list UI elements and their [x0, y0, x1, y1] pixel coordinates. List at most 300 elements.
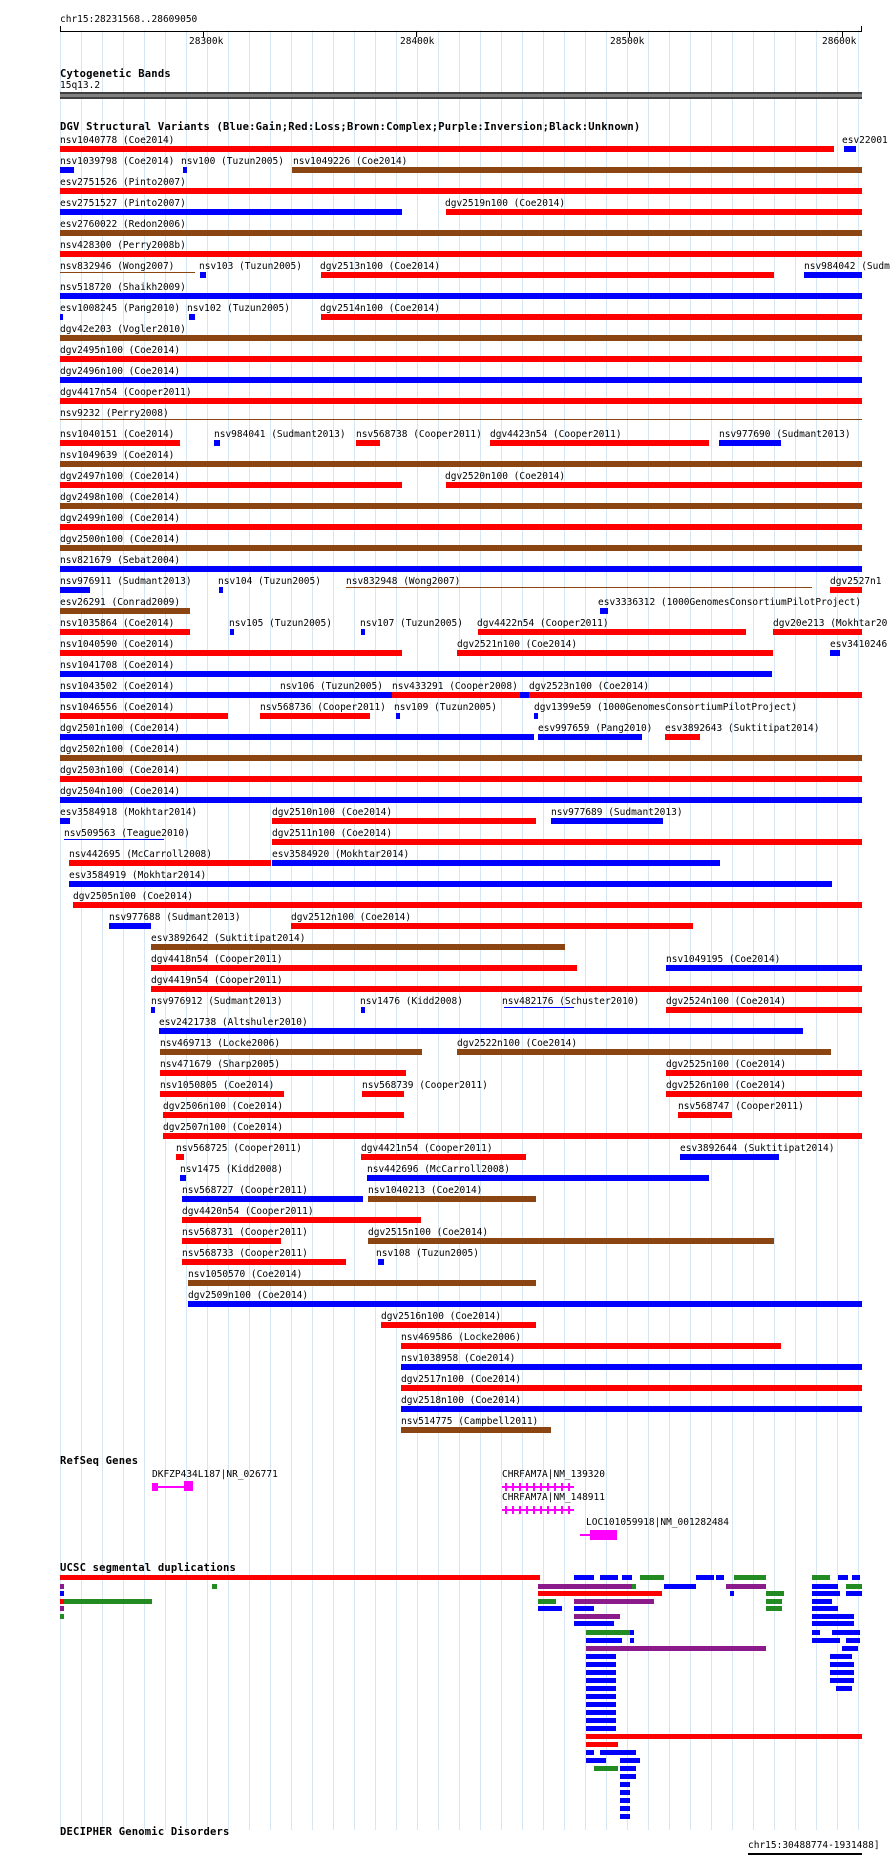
dgv-variant-label[interactable]: nsv1041708 (Coe2014) — [60, 660, 175, 671]
dgv-variant-label[interactable]: dgv2524n100 (Coe2014) — [666, 996, 787, 1007]
dgv-variant-bar[interactable] — [666, 1070, 862, 1076]
dgv-variant-bar[interactable] — [719, 440, 781, 446]
gene-exon[interactable] — [547, 1483, 549, 1491]
segdup-block[interactable] — [812, 1606, 838, 1611]
segdup-block[interactable] — [60, 1591, 64, 1596]
dgv-variant-label[interactable]: nsv469713 (Locke2006) — [160, 1038, 281, 1049]
dgv-variant-label[interactable]: nsv1050805 (Coe2014) — [160, 1080, 275, 1091]
dgv-variant-bar[interactable] — [60, 230, 862, 236]
dgv-variant-bar[interactable] — [362, 1091, 404, 1097]
dgv-variant-label[interactable]: nsv102 (Tuzun2005) — [187, 303, 290, 314]
dgv-variant-label[interactable]: nsv977690 (Sudmant2013) — [719, 429, 851, 440]
dgv-variant-label[interactable]: nsv509563 (Teague2010) — [64, 828, 190, 839]
track-title-segdup[interactable]: UCSC segmental duplications — [60, 1562, 237, 1574]
dgv-variant-label[interactable]: nsv442695 (McCarroll2008) — [69, 849, 212, 860]
dgv-variant-label[interactable]: nsv1476 (Kidd2008) — [360, 996, 463, 1007]
dgv-variant-bar[interactable] — [680, 1154, 779, 1160]
segdup-block[interactable] — [622, 1575, 632, 1580]
dgv-variant-label[interactable]: nsv568727 (Cooper2011) — [182, 1185, 308, 1196]
dgv-variant-label[interactable]: dgv2512n100 (Coe2014) — [291, 912, 412, 923]
dgv-variant-bar[interactable] — [159, 1028, 803, 1034]
segdup-block[interactable] — [586, 1702, 616, 1707]
segdup-block[interactable] — [812, 1599, 832, 1604]
dgv-variant-bar[interactable] — [60, 356, 862, 362]
dgv-variant-label[interactable]: dgv4420n54 (Cooper2011) — [182, 1206, 314, 1217]
segdup-block[interactable] — [212, 1584, 217, 1589]
dgv-variant-bar[interactable] — [160, 1070, 406, 1076]
dgv-variant-label[interactable]: nsv568738 (Cooper2011) — [356, 429, 482, 440]
gene-exon[interactable] — [519, 1506, 521, 1514]
dgv-variant-label[interactable]: dgv2504n100 (Coe2014) — [60, 786, 181, 797]
dgv-variant-label[interactable]: esv3410246 — [830, 639, 888, 650]
segdup-block[interactable] — [64, 1599, 152, 1604]
dgv-variant-label[interactable]: nsv977689 (Sudmant2013) — [551, 807, 683, 818]
dgv-variant-label[interactable]: nsv984042 (Sudm — [804, 261, 890, 272]
dgv-variant-bar[interactable] — [60, 755, 862, 761]
dgv-variant-bar[interactable] — [163, 1133, 862, 1139]
segdup-block[interactable] — [538, 1599, 556, 1604]
dgv-variant-label[interactable]: esv26291 (Conrad2009) — [60, 597, 181, 608]
dgv-variant-bar[interactable] — [666, 965, 862, 971]
dgv-variant-bar[interactable] — [214, 440, 220, 446]
gene-label[interactable]: CHRFAM7A|NM_148911 — [502, 1492, 605, 1503]
dgv-variant-label[interactable]: dgv2513n100 (Coe2014) — [320, 261, 441, 272]
dgv-variant-bar[interactable] — [272, 860, 720, 866]
track-title-dgv[interactable]: DGV Structural Variants (Blue:Gain;Red:Loss;Brown:Complex;Purple:Inversion;Black:Unknown) — [60, 121, 641, 133]
gene-exon[interactable] — [526, 1506, 528, 1514]
dgv-variant-label[interactable]: dgv2499n100 (Coe2014) — [60, 513, 181, 524]
dgv-variant-bar[interactable] — [60, 818, 70, 824]
dgv-variant-bar[interactable] — [321, 314, 862, 320]
dgv-variant-bar[interactable] — [844, 146, 856, 152]
dgv-variant-label[interactable]: dgv2506n100 (Coe2014) — [163, 1101, 284, 1112]
dgv-variant-label[interactable]: nsv514775 (Campbell2011) — [401, 1416, 539, 1427]
dgv-variant-bar[interactable] — [321, 272, 774, 278]
dgv-variant-label[interactable]: nsv442696 (McCarroll2008) — [367, 1164, 510, 1175]
segdup-block[interactable] — [696, 1575, 714, 1580]
dgv-variant-bar[interactable] — [60, 377, 862, 383]
dgv-variant-bar[interactable] — [69, 881, 832, 887]
segdup-block[interactable] — [812, 1630, 820, 1635]
dgv-variant-bar[interactable] — [180, 1175, 186, 1181]
dgv-variant-bar[interactable] — [600, 608, 608, 614]
segdup-block[interactable] — [594, 1766, 618, 1771]
segdup-block[interactable] — [586, 1742, 618, 1747]
dgv-variant-label[interactable]: dgv4421n54 (Cooper2011) — [361, 1143, 493, 1154]
dgv-variant-label[interactable]: nsv107 (Tuzun2005) — [360, 618, 463, 629]
dgv-variant-label[interactable]: esv2421738 (Altshuler2010) — [159, 1017, 308, 1028]
segdup-block[interactable] — [620, 1782, 630, 1787]
track-title-cytobands[interactable]: Cytogenetic Bands — [60, 68, 171, 80]
dgv-variant-bar[interactable] — [60, 188, 862, 194]
dgv-variant-label[interactable]: nsv1039798 (Coe2014) — [60, 156, 175, 167]
dgv-variant-bar[interactable] — [230, 629, 234, 635]
dgv-variant-label[interactable]: dgv20e213 (Mokhtar20 — [773, 618, 888, 629]
dgv-variant-label[interactable]: nsv1046556 (Coe2014) — [60, 702, 175, 713]
dgv-variant-bar[interactable] — [381, 1322, 536, 1328]
dgv-variant-bar[interactable] — [356, 440, 380, 446]
dgv-variant-label[interactable]: esv2751526 (Pinto2007) — [60, 177, 186, 188]
segdup-block[interactable] — [766, 1599, 782, 1604]
gene-exon[interactable] — [554, 1506, 556, 1514]
dgv-variant-label[interactable]: nsv984041 (Sudmant2013) — [214, 429, 346, 440]
dgv-variant-bar[interactable] — [504, 1007, 574, 1008]
dgv-variant-label[interactable]: dgv2511n100 (Coe2014) — [272, 828, 393, 839]
segdup-block[interactable] — [600, 1750, 636, 1755]
segdup-block[interactable] — [620, 1806, 630, 1811]
dgv-variant-bar[interactable] — [60, 419, 862, 420]
segdup-block[interactable] — [586, 1686, 616, 1691]
dgv-variant-label[interactable]: nsv977688 (Sudmant2013) — [109, 912, 241, 923]
dgv-variant-bar[interactable] — [346, 587, 812, 588]
segdup-block[interactable] — [846, 1638, 860, 1643]
dgv-variant-label[interactable]: dgv2495n100 (Coe2014) — [60, 345, 181, 356]
dgv-variant-bar[interactable] — [60, 167, 74, 173]
gene-exon[interactable] — [568, 1506, 570, 1514]
dgv-variant-label[interactable]: nsv568725 (Cooper2011) — [176, 1143, 302, 1154]
dgv-variant-bar[interactable] — [367, 1175, 709, 1181]
dgv-variant-bar[interactable] — [200, 272, 206, 278]
cytoband-bar[interactable] — [60, 92, 862, 99]
dgv-variant-label[interactable]: esv3892642 (Suktitipat2014) — [151, 933, 306, 944]
dgv-variant-bar[interactable] — [189, 314, 195, 320]
dgv-variant-bar[interactable] — [260, 713, 370, 719]
dgv-variant-label[interactable]: esv1008245 (Pang2010) — [60, 303, 181, 314]
dgv-variant-bar[interactable] — [60, 440, 180, 446]
segdup-block[interactable] — [586, 1734, 862, 1739]
dgv-variant-label[interactable]: nsv568731 (Cooper2011) — [182, 1227, 308, 1238]
segdup-block[interactable] — [574, 1614, 620, 1619]
segdup-block[interactable] — [586, 1646, 766, 1651]
segdup-block[interactable] — [836, 1686, 852, 1691]
dgv-variant-bar[interactable] — [60, 209, 402, 215]
segdup-block[interactable] — [620, 1814, 630, 1819]
gene-exon[interactable] — [561, 1483, 563, 1491]
gene-label[interactable]: DKFZP434L187|NR_026771 — [152, 1469, 278, 1480]
gene-exon[interactable] — [512, 1506, 514, 1514]
segdup-block[interactable] — [538, 1606, 562, 1611]
segdup-block[interactable] — [812, 1638, 840, 1643]
dgv-variant-bar[interactable] — [457, 1049, 831, 1055]
gene-exon[interactable] — [519, 1483, 521, 1491]
dgv-variant-bar[interactable] — [182, 1259, 346, 1265]
segdup-block[interactable] — [632, 1584, 636, 1589]
dgv-variant-bar[interactable] — [69, 860, 271, 866]
dgv-variant-bar[interactable] — [60, 608, 190, 614]
gene-exon[interactable] — [561, 1506, 563, 1514]
segdup-block[interactable] — [726, 1584, 766, 1589]
segdup-block[interactable] — [812, 1591, 840, 1596]
dgv-variant-bar[interactable] — [490, 440, 709, 446]
segdup-block[interactable] — [812, 1575, 830, 1580]
gene-exon[interactable] — [540, 1483, 542, 1491]
dgv-variant-bar[interactable] — [73, 902, 862, 908]
dgv-variant-bar[interactable] — [60, 650, 402, 656]
dgv-variant-label[interactable]: nsv482176 (Schuster2010) — [502, 996, 640, 1007]
gene-exon[interactable] — [533, 1506, 535, 1514]
dgv-variant-label[interactable]: nsv976912 (Sudmant2013) — [151, 996, 283, 1007]
gene-intron[interactable] — [158, 1486, 184, 1488]
segdup-block[interactable] — [538, 1584, 636, 1589]
dgv-variant-label[interactable]: dgv2520n100 (Coe2014) — [445, 471, 566, 482]
segdup-block[interactable] — [842, 1646, 858, 1651]
dgv-variant-bar[interactable] — [291, 923, 693, 929]
gene-exon[interactable] — [512, 1483, 514, 1491]
gene-exon[interactable] — [540, 1506, 542, 1514]
dgv-variant-bar[interactable] — [272, 818, 536, 824]
segdup-block[interactable] — [586, 1638, 622, 1643]
segdup-block[interactable] — [734, 1575, 766, 1580]
dgv-variant-bar[interactable] — [272, 839, 862, 845]
dgv-variant-label[interactable]: nsv568736 (Cooper2011) — [260, 702, 386, 713]
dgv-variant-bar[interactable] — [219, 587, 223, 593]
segdup-block[interactable] — [60, 1606, 64, 1611]
segdup-block[interactable] — [60, 1584, 64, 1589]
segdup-block[interactable] — [574, 1606, 594, 1611]
dgv-variant-bar[interactable] — [478, 629, 746, 635]
dgv-variant-bar[interactable] — [160, 1049, 422, 1055]
dgv-variant-label[interactable]: nsv821679 (Sebat2004) — [60, 555, 181, 566]
dgv-variant-label[interactable]: nsv568733 (Cooper2011) — [182, 1248, 308, 1259]
segdup-block[interactable] — [620, 1798, 630, 1803]
dgv-variant-label[interactable]: dgv42e203 (Vogler2010) — [60, 324, 186, 335]
dgv-variant-label[interactable]: dgv4418n54 (Cooper2011) — [151, 954, 283, 965]
dgv-variant-label[interactable]: dgv2527n1 — [830, 576, 882, 587]
dgv-variant-label[interactable]: nsv433291 (Cooper2008) — [392, 681, 518, 692]
dgv-variant-label[interactable]: nsv1038958 (Coe2014) — [401, 1353, 516, 1364]
dgv-variant-label[interactable]: nsv1049639 (Coe2014) — [60, 450, 175, 461]
dgv-variant-bar[interactable] — [60, 272, 195, 273]
dgv-variant-bar[interactable] — [830, 587, 862, 593]
dgv-variant-bar[interactable] — [401, 1427, 551, 1433]
dgv-variant-bar[interactable] — [60, 482, 402, 488]
dgv-variant-label[interactable]: esv997659 (Pang2010) — [538, 723, 653, 734]
segdup-block[interactable] — [600, 1575, 618, 1580]
segdup-block[interactable] — [620, 1758, 640, 1763]
dgv-variant-label[interactable]: dgv2517n100 (Coe2014) — [401, 1374, 522, 1385]
dgv-variant-label[interactable]: dgv2525n100 (Coe2014) — [666, 1059, 787, 1070]
dgv-variant-label[interactable]: nsv832946 (Wong2007) — [60, 261, 175, 272]
dgv-variant-label[interactable]: nsv105 (Tuzun2005) — [229, 618, 332, 629]
dgv-variant-label[interactable]: nsv108 (Tuzun2005) — [376, 1248, 479, 1259]
segdup-block[interactable] — [730, 1591, 734, 1596]
dgv-variant-label[interactable]: dgv1399e59 (1000GenomesConsortiumPilotProject) — [534, 702, 798, 713]
dgv-variant-bar[interactable] — [666, 1091, 862, 1097]
dgv-variant-label[interactable]: dgv2501n100 (Coe2014) — [60, 723, 181, 734]
segdup-block[interactable] — [586, 1726, 616, 1731]
dgv-variant-label[interactable]: dgv2509n100 (Coe2014) — [188, 1290, 309, 1301]
dgv-variant-bar[interactable] — [60, 797, 862, 803]
segdup-block[interactable] — [766, 1606, 782, 1611]
dgv-variant-bar[interactable] — [361, 1007, 365, 1013]
dgv-variant-label[interactable]: esv3892643 (Suktitipat2014) — [665, 723, 820, 734]
dgv-variant-label[interactable]: dgv2500n100 (Coe2014) — [60, 534, 181, 545]
gene-exon[interactable] — [526, 1483, 528, 1491]
dgv-variant-bar[interactable] — [163, 1112, 404, 1118]
segdup-block[interactable] — [60, 1575, 540, 1580]
dgv-variant-label[interactable]: nsv1475 (Kidd2008) — [180, 1164, 283, 1175]
segdup-block[interactable] — [586, 1750, 594, 1755]
dgv-variant-bar[interactable] — [401, 1385, 862, 1391]
segdup-block[interactable] — [586, 1710, 616, 1715]
segdup-block[interactable] — [838, 1575, 848, 1580]
dgv-variant-bar[interactable] — [666, 1007, 862, 1013]
dgv-variant-bar[interactable] — [151, 965, 577, 971]
dgv-variant-label[interactable]: dgv2497n100 (Coe2014) — [60, 471, 181, 482]
dgv-variant-label[interactable]: dgv2503n100 (Coe2014) — [60, 765, 181, 776]
dgv-variant-label[interactable]: dgv2519n100 (Coe2014) — [445, 198, 566, 209]
segdup-block[interactable] — [620, 1774, 636, 1779]
dgv-variant-bar[interactable] — [60, 566, 862, 572]
gene-label[interactable]: LOC101059918|NM_001282484 — [586, 1517, 729, 1528]
dgv-variant-label[interactable]: dgv2516n100 (Coe2014) — [381, 1311, 502, 1322]
dgv-variant-bar[interactable] — [160, 1091, 284, 1097]
segdup-block[interactable] — [538, 1591, 662, 1596]
segdup-block[interactable] — [574, 1575, 594, 1580]
segdup-block[interactable] — [812, 1584, 838, 1589]
dgv-variant-bar[interactable] — [361, 1154, 526, 1160]
dgv-variant-bar[interactable] — [183, 167, 187, 173]
segdup-block[interactable] — [620, 1766, 636, 1771]
dgv-variant-label[interactable]: nsv518720 (Shaikh2009) — [60, 282, 186, 293]
dgv-variant-label[interactable]: esv3584918 (Mokhtar2014) — [60, 807, 198, 818]
dgv-variant-label[interactable]: nsv1049226 (Coe2014) — [293, 156, 408, 167]
segdup-block[interactable] — [846, 1591, 862, 1596]
dgv-variant-label[interactable]: dgv4422n54 (Cooper2011) — [477, 618, 609, 629]
segdup-block[interactable] — [586, 1758, 606, 1763]
gene-exon[interactable] — [533, 1483, 535, 1491]
dgv-variant-bar[interactable] — [151, 1007, 155, 1013]
dgv-variant-label[interactable]: nsv568747 (Cooper2011) — [678, 1101, 804, 1112]
dgv-variant-bar[interactable] — [60, 251, 862, 257]
dgv-variant-label[interactable]: dgv2521n100 (Coe2014) — [457, 639, 578, 650]
dgv-variant-label[interactable]: dgv2507n100 (Coe2014) — [163, 1122, 284, 1133]
segdup-block[interactable] — [574, 1599, 654, 1604]
segdup-block[interactable] — [586, 1694, 616, 1699]
segdup-block[interactable] — [812, 1621, 854, 1626]
dgv-variant-bar[interactable] — [60, 398, 862, 404]
segdup-block[interactable] — [830, 1662, 854, 1667]
dgv-variant-label[interactable]: nsv1040213 (Coe2014) — [368, 1185, 483, 1196]
segdup-block[interactable] — [830, 1678, 854, 1683]
segdup-block[interactable] — [620, 1790, 630, 1795]
segdup-block[interactable] — [846, 1584, 862, 1589]
dgv-variant-label[interactable]: nsv568739 (Cooper2011) — [362, 1080, 488, 1091]
segdup-block[interactable] — [812, 1614, 854, 1619]
gene-exon[interactable] — [184, 1481, 193, 1491]
dgv-variant-label[interactable]: nsv428300 (Perry2008b) — [60, 240, 186, 251]
segdup-block[interactable] — [830, 1670, 854, 1675]
segdup-block[interactable] — [574, 1621, 614, 1626]
gene-exon[interactable] — [505, 1483, 507, 1491]
dgv-variant-bar[interactable] — [188, 1280, 536, 1286]
dgv-variant-label[interactable]: dgv4419n54 (Cooper2011) — [151, 975, 283, 986]
dgv-variant-bar[interactable] — [60, 335, 862, 341]
dgv-variant-bar[interactable] — [60, 671, 772, 677]
segdup-block[interactable] — [586, 1630, 630, 1635]
dgv-variant-label[interactable]: dgv2514n100 (Coe2014) — [320, 303, 441, 314]
dgv-variant-label[interactable]: nsv1040151 (Coe2014) — [60, 429, 175, 440]
dgv-variant-label[interactable]: nsv1035864 (Coe2014) — [60, 618, 175, 629]
dgv-variant-label[interactable]: nsv1050570 (Coe2014) — [188, 1269, 303, 1280]
dgv-variant-bar[interactable] — [60, 776, 862, 782]
dgv-variant-label[interactable]: esv2760022 (Redon2006) — [60, 219, 186, 230]
dgv-variant-label[interactable]: dgv2518n100 (Coe2014) — [401, 1395, 522, 1406]
segdup-block[interactable] — [586, 1662, 616, 1667]
dgv-variant-bar[interactable] — [182, 1217, 421, 1223]
segdup-block[interactable] — [586, 1678, 616, 1683]
dgv-variant-bar[interactable] — [830, 650, 840, 656]
dgv-variant-bar[interactable] — [551, 818, 663, 824]
dgv-variant-bar[interactable] — [64, 839, 164, 840]
dgv-variant-label[interactable]: dgv2496n100 (Coe2014) — [60, 366, 181, 377]
dgv-variant-label[interactable]: nsv1043502 (Coe2014) — [60, 681, 175, 692]
dgv-variant-label[interactable]: dgv4423n54 (Cooper2011) — [490, 429, 622, 440]
dgv-variant-bar[interactable] — [60, 146, 834, 152]
dgv-variant-label[interactable]: nsv976911 (Sudmant2013) — [60, 576, 192, 587]
dgv-variant-label[interactable]: dgv2526n100 (Coe2014) — [666, 1080, 787, 1091]
dgv-variant-bar[interactable] — [678, 1112, 732, 1118]
dgv-variant-bar[interactable] — [368, 1238, 774, 1244]
dgv-variant-label[interactable]: nsv1040590 (Coe2014) — [60, 639, 175, 650]
dgv-variant-bar[interactable] — [60, 461, 862, 467]
segdup-block[interactable] — [586, 1654, 616, 1659]
dgv-variant-bar[interactable] — [182, 1196, 363, 1202]
dgv-variant-label[interactable]: dgv4417n54 (Cooper2011) — [60, 387, 192, 398]
dgv-variant-bar[interactable] — [151, 986, 862, 992]
dgv-variant-bar[interactable] — [401, 1364, 862, 1370]
dgv-variant-label[interactable]: nsv1040778 (Coe2014) — [60, 135, 175, 146]
dgv-variant-label[interactable]: esv2751527 (Pinto2007) — [60, 198, 186, 209]
gene-exon[interactable] — [505, 1506, 507, 1514]
dgv-variant-bar[interactable] — [109, 923, 151, 929]
dgv-variant-label[interactable]: nsv832948 (Wong2007) — [346, 576, 461, 587]
dgv-variant-bar[interactable] — [60, 545, 862, 551]
dgv-variant-bar[interactable] — [401, 1343, 781, 1349]
dgv-variant-label[interactable]: esv22001 — [842, 135, 888, 146]
dgv-variant-label[interactable]: nsv106 (Tuzun2005) — [280, 681, 383, 692]
dgv-variant-label[interactable]: nsv469586 (Locke2006) — [401, 1332, 522, 1343]
dgv-variant-bar[interactable] — [60, 734, 534, 740]
dgv-variant-label[interactable]: dgv2510n100 (Coe2014) — [272, 807, 393, 818]
dgv-variant-bar[interactable] — [361, 629, 365, 635]
dgv-variant-label[interactable]: nsv104 (Tuzun2005) — [218, 576, 321, 587]
dgv-variant-label[interactable]: dgv2515n100 (Coe2014) — [368, 1227, 489, 1238]
segdup-block[interactable] — [830, 1654, 852, 1659]
dgv-variant-label[interactable]: nsv1049195 (Coe2014) — [666, 954, 781, 965]
track-title-refseq[interactable]: RefSeq Genes — [60, 1455, 139, 1467]
dgv-variant-bar[interactable] — [188, 1301, 862, 1307]
segdup-block[interactable] — [852, 1575, 860, 1580]
gene-label[interactable]: CHRFAM7A|NM_139320 — [502, 1469, 605, 1480]
dgv-variant-label[interactable]: dgv2505n100 (Coe2014) — [73, 891, 194, 902]
dgv-variant-label[interactable]: nsv471679 (Sharp2005) — [160, 1059, 281, 1070]
segdup-block[interactable] — [716, 1575, 724, 1580]
dgv-variant-label[interactable]: nsv103 (Tuzun2005) — [199, 261, 302, 272]
dgv-variant-bar[interactable] — [60, 524, 862, 530]
dgv-variant-label[interactable]: esv3336312 (1000GenomesConsortiumPilotProject) — [598, 597, 862, 608]
dgv-variant-bar[interactable] — [773, 629, 862, 635]
dgv-variant-bar[interactable] — [446, 209, 862, 215]
dgv-variant-label[interactable]: esv3584919 (Mokhtar2014) — [69, 870, 207, 881]
segdup-block[interactable] — [630, 1638, 634, 1643]
dgv-variant-bar[interactable] — [804, 272, 862, 278]
gene-exon[interactable] — [590, 1530, 617, 1540]
segdup-block[interactable] — [60, 1614, 64, 1619]
dgv-variant-bar[interactable] — [368, 1196, 536, 1202]
dgv-variant-label[interactable]: esv3892644 (Suktitipat2014) — [680, 1143, 835, 1154]
dgv-variant-bar[interactable] — [396, 713, 400, 719]
